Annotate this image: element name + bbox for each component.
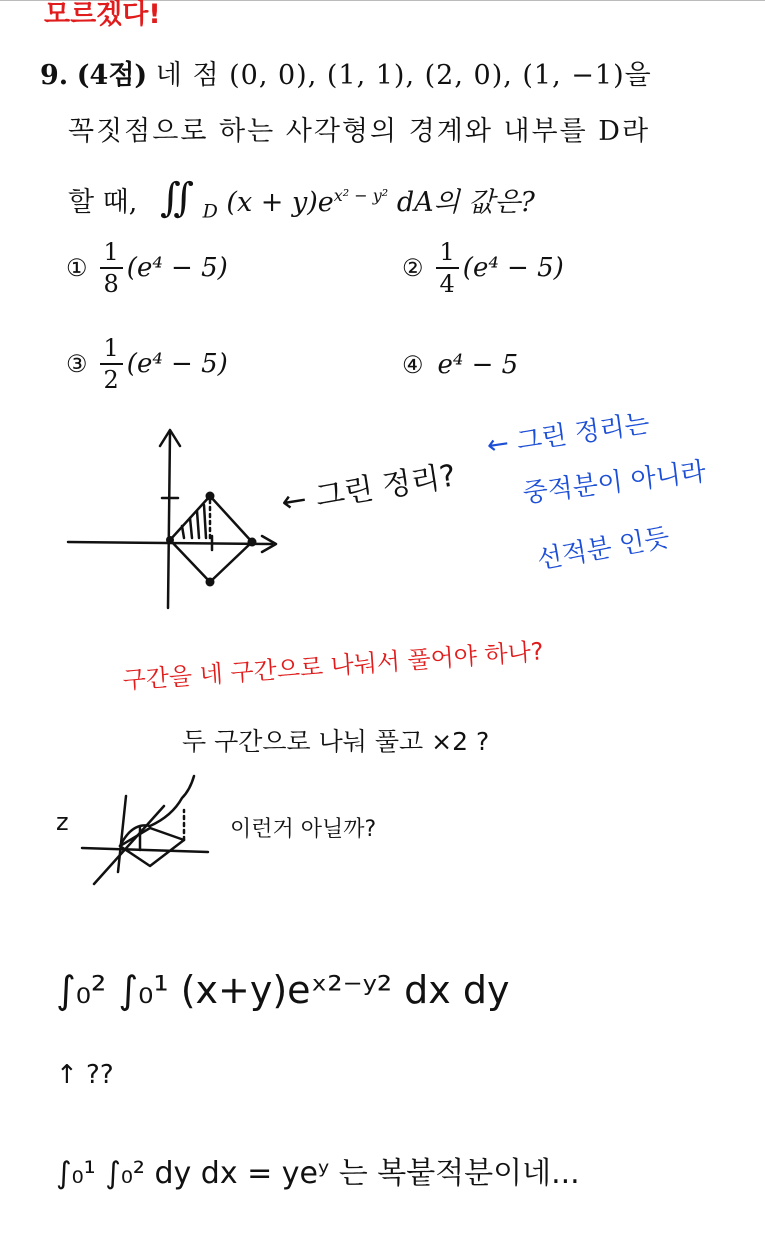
choice-3-denominator: 2 xyxy=(100,363,123,392)
sketch-point-bottom xyxy=(206,578,215,587)
choice-3-fraction xyxy=(100,336,123,392)
choice-1[interactable] xyxy=(66,240,228,296)
choice-3-mark: ③ xyxy=(66,350,88,378)
choice-1-tail: (e⁴ − 5) xyxy=(126,253,228,283)
problem-9 xyxy=(40,48,740,239)
integral-suffix: dA의 값은? xyxy=(396,187,535,218)
problem-line-1-text: 네 점 (0, 0), (1, 1), (2, 0), (1, −1)을 xyxy=(155,60,652,91)
problem-line-3 xyxy=(40,168,740,239)
sketch-point-top xyxy=(206,492,215,501)
sketch-diamond xyxy=(170,496,252,582)
z-axis-label: z xyxy=(56,808,69,836)
choice-2-tail: (e⁴ − 5) xyxy=(462,253,564,283)
choice-1-denominator: 8 xyxy=(100,267,123,296)
handwritten-arrow-note: ↑ ?? xyxy=(56,1060,114,1090)
sketch-point-origin xyxy=(166,536,174,544)
choice-4[interactable] xyxy=(402,350,518,380)
problem-number: 9. xyxy=(40,60,69,91)
handwritten-integral-2: ∫₀¹ ∫₀² dy dx = yeʸ 는 복붙적분이네... xyxy=(56,1156,580,1191)
problem-points: (4점) xyxy=(76,60,148,91)
blue-note-line-1: ← 그린 정리는 xyxy=(485,408,652,462)
sketch-y-arrow xyxy=(160,430,180,446)
red-question: 구간을 네 구간으로 나눠서 풀어야 하나? xyxy=(121,637,545,695)
choice-3-numerator: 1 xyxy=(103,334,119,362)
choice-2-fraction xyxy=(436,240,459,296)
problem-line-2-text: 꼭짓점으로 하는 사각형의 경계와 내부를 D라 xyxy=(68,116,651,147)
black-question: 두 구간으로 나눠 풀고 ×2 ? xyxy=(182,727,490,756)
integrand-exponent: x² − y² xyxy=(333,186,389,205)
choice-1-mark: ① xyxy=(66,254,88,282)
handwritten-integral-1: ∫₀² ∫₀¹ (x+y)eˣ²⁻ʸ² dx dy xyxy=(56,968,510,1012)
choice-2[interactable] xyxy=(402,240,564,296)
problem-line-2 xyxy=(40,104,740,160)
choice-2-mark: ② xyxy=(402,254,424,282)
blue-note-line-2: 중적분이 아니라 xyxy=(521,456,708,510)
choice-4-mark: ④ xyxy=(402,351,424,379)
problem-line-1 xyxy=(40,48,740,104)
choice-3[interactable] xyxy=(66,336,228,392)
blue-note-line-3: 선적분 인듯 xyxy=(534,522,672,576)
double-integral-sign: ∬ xyxy=(159,175,194,221)
integral-region: D xyxy=(202,200,218,223)
choice-2-denominator: 4 xyxy=(436,267,459,296)
choice-1-fraction xyxy=(100,240,123,296)
choice-4-tail: e⁴ − 5 xyxy=(437,350,519,380)
choice-2-numerator: 1 xyxy=(439,238,455,266)
sketch-point-right xyxy=(248,538,257,547)
green-theorem-question: ← 그린 정리? xyxy=(278,458,459,521)
sketch-y-axis xyxy=(168,432,170,608)
top-scribble: 모르겠다! xyxy=(44,0,161,30)
choice-1-numerator: 1 xyxy=(103,238,119,266)
problem-line-3-prefix: 할 때, xyxy=(68,187,138,218)
choice-3-tail: (e⁴ − 5) xyxy=(126,349,228,379)
integrand: (x + y)e xyxy=(226,187,334,218)
sketch-x-arrow xyxy=(262,536,276,552)
diagram-question: 이런거 아닐까? xyxy=(230,817,377,842)
sketch-x-axis xyxy=(68,542,272,544)
